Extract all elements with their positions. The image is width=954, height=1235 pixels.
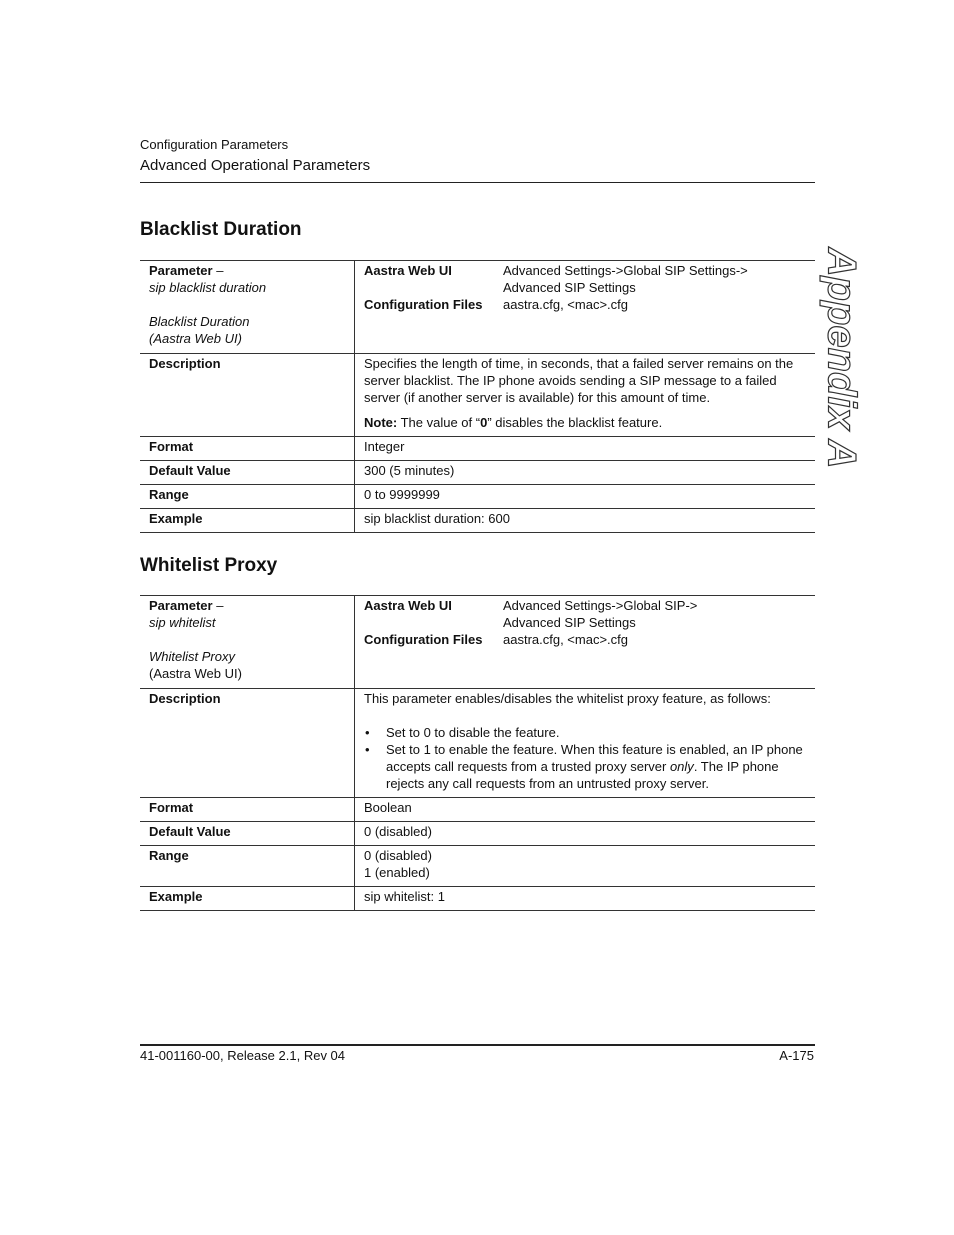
config-files-label: Configuration Files (364, 297, 483, 312)
running-header-section: Configuration Parameters (140, 137, 289, 152)
default-value: 300 (5 minutes) (355, 461, 816, 485)
parameter-cell (140, 596, 355, 689)
web-ui-label: Aastra Web UI (364, 263, 452, 278)
range-label: Range (140, 485, 355, 509)
table-row-default (140, 822, 815, 846)
footer-page-number: A-175 (779, 1048, 814, 1063)
appendix-side-tab (818, 247, 864, 468)
web-ui-path: Advanced Settings->Global SIP-> Advanced SIP Settings (503, 598, 698, 630)
table-row-format (140, 437, 815, 461)
description-label: Description (140, 354, 355, 437)
default-label: Default Value (140, 461, 355, 485)
description-label: Description (140, 689, 355, 798)
description-cell (355, 689, 816, 798)
description-text: This parameter enables/disables the whitelist proxy feature, as follows: (364, 691, 771, 706)
example-value: sip whitelist: 1 (355, 887, 816, 911)
range-label: Range (140, 846, 355, 887)
parameter-dash: – (212, 598, 224, 613)
example-value: sip blacklist duration: 600 (355, 509, 816, 533)
bullet-item: • Set to 1 to enable the feature. When this feature is enabled, an IP phone accepts call requests from a trusted proxy server only. The IP phone rejects any call requests from an untrusted proxy server. (364, 741, 806, 792)
parameter-cell (140, 261, 355, 354)
config-files-value: aastra.cfg, <mac>.cfg (503, 632, 629, 647)
description-text: Specifies the length of time, in seconds, that a failed server remains on the server blacklist. The IP phone avoids sending a SIP message to a failed server (if another server is available) for this amount of time. (364, 356, 794, 405)
parameter-dash: – (212, 263, 224, 278)
table-row-range (140, 846, 815, 887)
parameter-web-suffix: (Aastra Web UI) (149, 331, 242, 346)
parameter-config-name: sip blacklist duration (149, 280, 267, 295)
footer-doc-id: 41-001160-00, Release 2.1, Rev 04 (140, 1048, 346, 1063)
parameter-label: Parameter (149, 598, 213, 613)
example-label: Example (140, 887, 355, 911)
footer-divider (140, 1044, 815, 1046)
config-files-value: aastra.cfg, <mac>.cfg (503, 297, 629, 312)
section-title-whitelist-proxy: Whitelist Proxy (140, 555, 278, 576)
table-row-description (140, 689, 815, 798)
table-row-range (140, 485, 815, 509)
parameter-locations-cell (355, 261, 816, 354)
table-row-example (140, 887, 815, 911)
appendix-label: Appendix A (819, 247, 864, 468)
format-label: Format (140, 798, 355, 822)
header-divider (140, 182, 815, 183)
running-header-subsection: Advanced Operational Parameters (140, 157, 371, 174)
parameter-label: Parameter (149, 263, 213, 278)
parameter-config-name: sip whitelist (149, 615, 216, 630)
web-ui-path: Advanced Settings->Global SIP Settings-> Advanced SIP Settings (503, 263, 748, 295)
default-label: Default Value (140, 822, 355, 846)
parameter-locations-cell (355, 596, 816, 689)
section-title-blacklist-duration: Blacklist Duration (140, 219, 302, 240)
table-row-parameter (140, 261, 815, 354)
table-row-default (140, 461, 815, 485)
parameter-web-name: Blacklist Duration (149, 314, 250, 329)
format-label: Format (140, 437, 355, 461)
format-value: Boolean (355, 798, 816, 822)
table-row-example (140, 509, 815, 533)
note-text: Note: The value of “0” disables the blacklist feature. (364, 415, 663, 430)
blacklist-duration-table (140, 260, 815, 533)
example-label: Example (140, 509, 355, 533)
config-files-label: Configuration Files (364, 632, 483, 647)
range-value: 0 (disabled) 1 (enabled) (355, 846, 816, 887)
web-ui-label: Aastra Web UI (364, 598, 452, 613)
parameter-web-name: Whitelist Proxy (149, 649, 235, 664)
table-row-description (140, 354, 815, 437)
parameter-web-suffix: (Aastra Web UI) (149, 666, 242, 681)
table-row-format (140, 798, 815, 822)
bullet-item: • Set to 0 to disable the feature. (364, 724, 806, 741)
table-row-parameter (140, 596, 815, 689)
whitelist-proxy-table (140, 595, 815, 911)
description-bullets (364, 724, 806, 792)
range-value: 0 to 9999999 (355, 485, 816, 509)
format-value: Integer (355, 437, 816, 461)
description-cell (355, 354, 816, 437)
default-value: 0 (disabled) (355, 822, 816, 846)
